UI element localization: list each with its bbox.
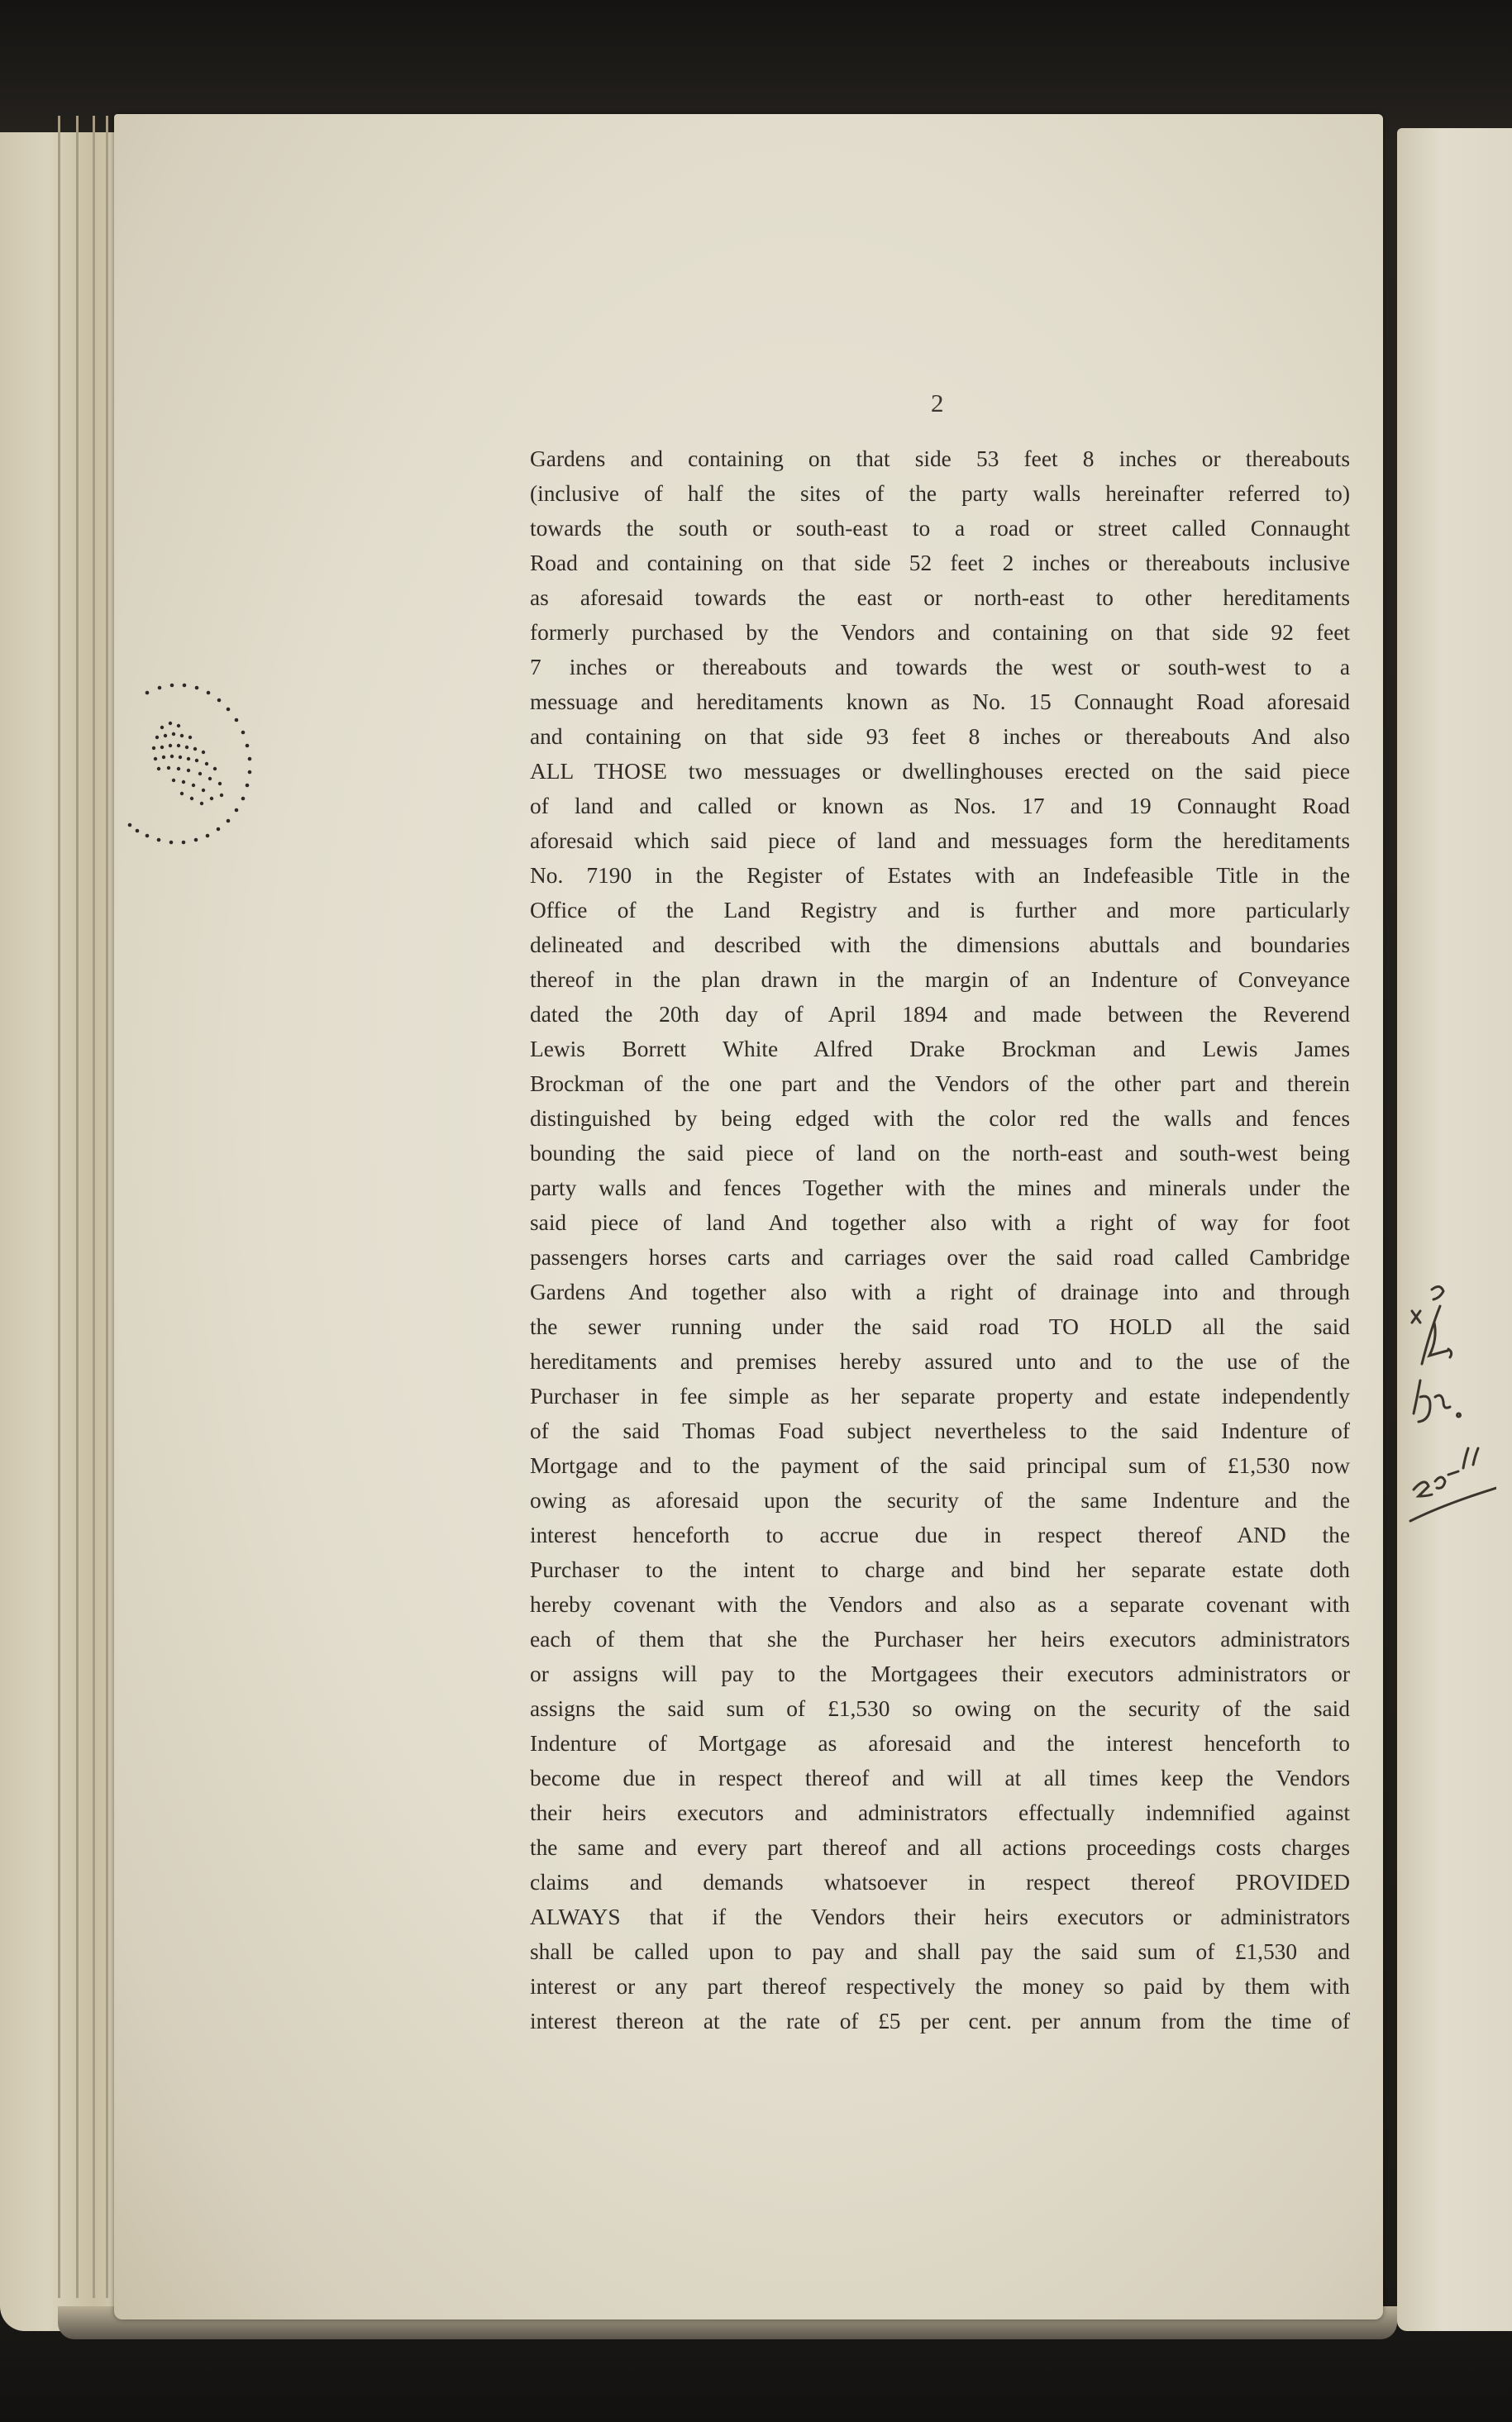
text-line: Purchaser to the intent to charge and bind her separate estate doth [530, 1557, 1350, 1582]
text-line: and containing on that side 93 feet 8 inches or thereabouts And also [530, 724, 1350, 749]
text-line: interest or any part thereof respectively the money so paid by them with [530, 1974, 1350, 1999]
text-line: interest thereon at the rate of £5 per cent. per annum from the time of [530, 2009, 1350, 2033]
text-line: Mortgage and to the payment of the said principal sum of £1,530 now [530, 1453, 1350, 1478]
text-line: passengers horses carts and carriages over the said road called Cambridge [530, 1245, 1350, 1270]
page-edge-line [93, 116, 95, 2298]
text-line: towards the south or south-east to a road or street called Connaught [530, 516, 1350, 541]
text-line: Office of the Land Registry and is further and more particularly [530, 898, 1350, 923]
text-line: hereditaments and premises hereby assured unto and to the use of the [530, 1349, 1350, 1374]
text-line: hereby covenant with the Vendors and also as a separate covenant with [530, 1592, 1350, 1617]
text-line: or assigns will pay to the Mortgagees their executors administrators or [530, 1662, 1350, 1686]
text-line: as aforesaid towards the east or north-east to other hereditaments [530, 585, 1350, 610]
text-line: thereof in the plan drawn in the margin of an Indenture of Conveyance [530, 967, 1350, 992]
text-line: Gardens and containing on that side 53 feet 8 inches or thereabouts [530, 446, 1350, 471]
text-line: Gardens And together also with a right of drainage into and through [530, 1280, 1350, 1304]
text-line: aforesaid which said piece of land and messuages form the hereditaments [530, 828, 1350, 853]
text-line: Road and containing on that side 52 feet 2 inches or thereabouts inclusive [530, 551, 1350, 575]
text-line: delineated and described with the dimensions abuttals and boundaries [530, 932, 1350, 957]
page-edge-line [106, 116, 108, 2298]
text-line: of the said Thomas Foad subject nevertheless to the said Indenture of [530, 1418, 1350, 1443]
text-line: become due in respect thereof and will at all times keep the Vendors [530, 1766, 1350, 1790]
text-line: interest henceforth to accrue due in respect thereof AND the [530, 1523, 1350, 1547]
page-number: 2 [931, 389, 944, 417]
text-line: each of them that she the Purchaser her heirs executors administrators [530, 1627, 1350, 1652]
text-line: bounding the said piece of land on the north-east and south-west being [530, 1141, 1350, 1166]
text-line: owing as aforesaid upon the security of the same Indenture and the [530, 1488, 1350, 1513]
text-line: formerly purchased by the Vendors and containing on that side 92 feet [530, 620, 1350, 645]
text-line: assigns the said sum of £1,530 so owing on the security of the said [530, 1696, 1350, 1721]
text-line: (inclusive of half the sites of the party walls hereinafter referred to) [530, 481, 1350, 506]
text-line: of land and called or known as Nos. 17 and 19 Connaught Road [530, 794, 1350, 818]
perforated-seal-icon [122, 678, 267, 872]
text-line: ALWAYS that if the Vendors their heirs executors or administrators [530, 1905, 1350, 1929]
text-line: the same and every part thereof and all actions proceedings costs charges [530, 1835, 1350, 1860]
text-line: said piece of land And together also with a right of way for foot [530, 1210, 1350, 1235]
text-line: Lewis Borrett White Alfred Drake Brockman and Lewis James [530, 1037, 1350, 1061]
text-line: party walls and fences Together with the mines and minerals under the [530, 1175, 1350, 1200]
text-line: their heirs executors and administrators effectually indemnified against [530, 1800, 1350, 1825]
text-line: Purchaser in fee simple as her separate property and estate independently [530, 1384, 1350, 1409]
deed-body-text [530, 441, 1350, 2038]
text-line: Brockman of the one part and the Vendors of the other part and therein [530, 1071, 1350, 1096]
text-line: 7 inches or thereabouts and towards the west or south-west to a [530, 655, 1350, 679]
text-line: No. 7190 in the Register of Estates with an Indefeasible Title in the [530, 863, 1350, 888]
text-line: the sewer running under the said road TO HOLD all the said [530, 1314, 1350, 1339]
adjacent-page-right [1397, 128, 1512, 2331]
text-line: ALL THOSE two messuages or dwellinghouses erected on the said piece [530, 759, 1350, 784]
text-line: messuage and hereditaments known as No. 15 Connaught Road aforesaid [530, 689, 1350, 714]
text-line: distinguished by being edged with the color red the walls and fences [530, 1106, 1350, 1131]
text-line: dated the 20th day of April 1894 and made between the Reverend [530, 1002, 1350, 1027]
text-line: Indenture of Mortgage as aforesaid and the interest henceforth to [530, 1731, 1350, 1756]
text-line: claims and demands whatsoever in respect thereof PROVIDED [530, 1870, 1350, 1895]
handwritten-margin-note-icon [1397, 1273, 1496, 1579]
page-edge-line [58, 116, 60, 2298]
page-edge-line [76, 116, 79, 2298]
text-line: shall be called upon to pay and shall pay the said sum of £1,530 and [530, 1939, 1350, 1964]
